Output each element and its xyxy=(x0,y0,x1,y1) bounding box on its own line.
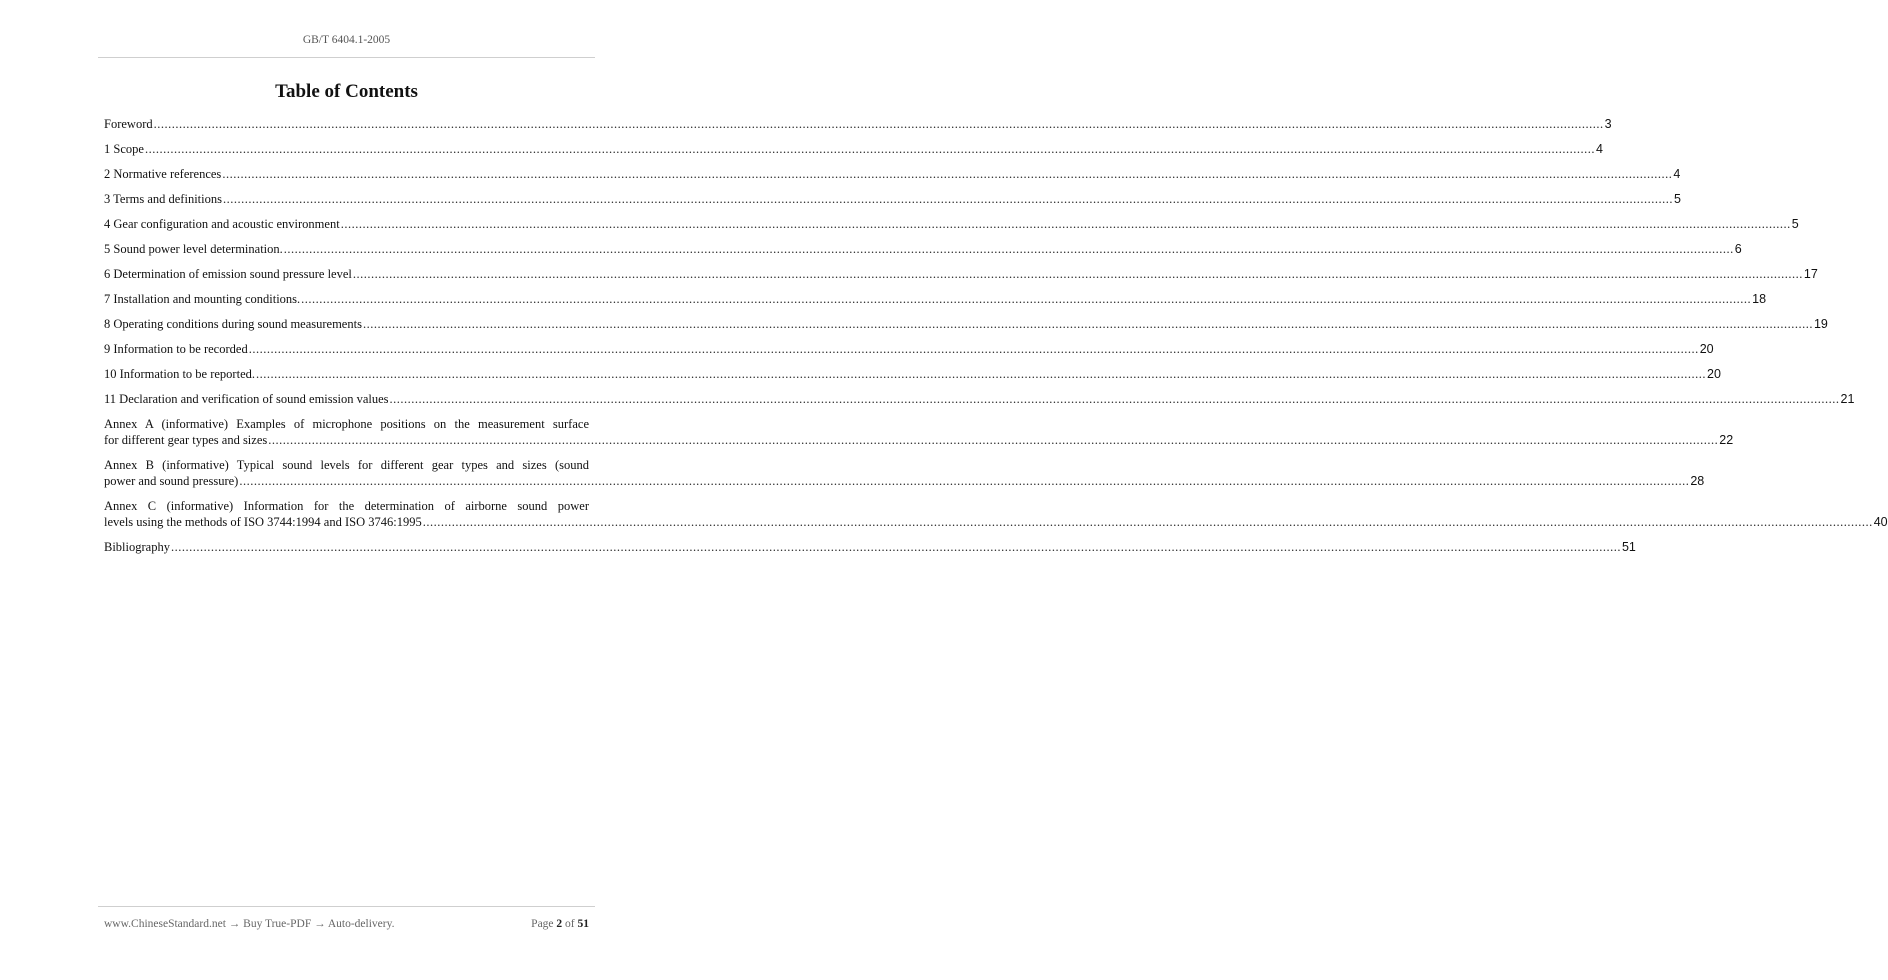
toc-page-number: 22 xyxy=(1719,433,1734,447)
toc-entry[interactable] xyxy=(104,539,1636,555)
dot-leader: ................................................................................................................................................................................................................................................................................................................................................................................................................ xyxy=(222,167,1673,181)
toc-page-number: 6 xyxy=(1734,242,1742,256)
toc-entry-line xyxy=(104,341,1714,357)
toc-entry-title: 9 Information to be recorded xyxy=(104,342,248,356)
toc-entry[interactable] xyxy=(104,241,1742,257)
page-of-label: of xyxy=(565,918,575,930)
toc-entry-title: 10 Information to be reported. xyxy=(104,367,255,381)
toc-entry-line xyxy=(104,316,1828,332)
dot-leader: ................................................................................................................................................................................................................................................................................................................................................................................................................ xyxy=(283,242,1734,256)
toc-entry-line xyxy=(104,116,1612,132)
total-pages: 51 xyxy=(577,918,589,930)
toc-entry[interactable] xyxy=(104,191,1681,207)
toc-entry-title: 1 Scope xyxy=(104,142,144,156)
page-number xyxy=(531,918,589,930)
toc-entry-line xyxy=(104,141,1603,157)
toc-entry-title: 6 Determination of emission sound pressure level xyxy=(104,267,352,281)
footer-link-text[interactable]: www.ChineseStandard.net → Buy True-PDF → Auto-delivery. xyxy=(104,918,395,930)
toc-entry[interactable] xyxy=(104,391,1855,407)
dot-leader: ................................................................................................................................................................................................................................................................................................................................................................................................................ xyxy=(222,192,1673,206)
toc-entry[interactable] xyxy=(104,498,1888,530)
table-of-contents xyxy=(104,116,1888,564)
toc-entry[interactable] xyxy=(104,216,1799,232)
dot-leader: ................................................................................................................................................................................................................................................................................................................................................................................................................ xyxy=(422,515,1873,529)
toc-entry-title: 2 Normative references xyxy=(104,167,222,181)
toc-entry[interactable] xyxy=(104,141,1603,157)
toc-entry[interactable] xyxy=(104,166,1681,182)
dot-leader: ................................................................................................................................................................................................................................................................................................................................................................................................................ xyxy=(170,540,1621,554)
toc-entry[interactable] xyxy=(104,366,1721,382)
toc-page-number: 5 xyxy=(1673,192,1681,206)
toc-entry-line xyxy=(104,539,1636,555)
page-title: Table of Contents xyxy=(275,81,418,102)
toc-page-number: 17 xyxy=(1803,267,1818,281)
toc-entry[interactable] xyxy=(104,416,1734,448)
toc-entry-line xyxy=(104,216,1799,232)
current-page: 2 xyxy=(556,918,563,930)
toc-page-number: 19 xyxy=(1813,317,1828,331)
toc-page-number: 18 xyxy=(1752,292,1767,306)
toc-page-number: 51 xyxy=(1621,540,1636,554)
toc-entry[interactable] xyxy=(104,291,1767,307)
toc-entry-line xyxy=(104,166,1681,182)
toc-entry-title: power and sound pressure) xyxy=(104,474,239,488)
toc-entry-title: Foreword xyxy=(104,117,153,131)
toc-entry-title: 7 Installation and mounting conditions. xyxy=(104,292,301,306)
toc-entry-title: 11 Declaration and verification of sound emission values xyxy=(104,392,389,406)
toc-page-number: 28 xyxy=(1690,474,1705,488)
toc-entry[interactable] xyxy=(104,116,1612,132)
toc-entry-line xyxy=(104,432,1734,448)
toc-entry-line xyxy=(104,473,1705,489)
dot-leader: ................................................................................................................................................................................................................................................................................................................................................................................................................ xyxy=(256,367,1706,381)
footer-divider xyxy=(98,906,595,907)
page-label: Page xyxy=(531,918,554,930)
toc-entry-title-line: Annex C (informative) Information for the determination of airborne sound power xyxy=(104,499,589,513)
toc-entry[interactable] xyxy=(104,457,1705,489)
toc-entry-title: levels using the methods of ISO 3744:1994 and ISO 3746:1995 xyxy=(104,515,422,529)
toc-entry-line xyxy=(104,291,1767,307)
toc-entry[interactable] xyxy=(104,266,1818,282)
toc-page-number: 20 xyxy=(1707,367,1721,381)
dot-leader: ................................................................................................................................................................................................................................................................................................................................................................................................................ xyxy=(362,317,1813,331)
toc-entry-title: 3 Terms and definitions xyxy=(104,192,222,206)
toc-entry-line xyxy=(104,191,1681,207)
toc-entry-title: for different gear types and sizes xyxy=(104,433,268,447)
toc-entry-line xyxy=(104,241,1742,257)
toc-entry-title: Bibliography xyxy=(104,540,170,554)
dot-leader: ................................................................................................................................................................................................................................................................................................................................................................................................................ xyxy=(153,117,1604,131)
toc-page-number: 4 xyxy=(1673,167,1681,181)
toc-page-number: 20 xyxy=(1699,342,1714,356)
toc-entry-title: 8 Operating conditions during sound measurements xyxy=(104,317,362,331)
dot-leader: ................................................................................................................................................................................................................................................................................................................................................................................................................ xyxy=(389,392,1840,406)
dot-leader: ................................................................................................................................................................................................................................................................................................................................................................................................................ xyxy=(248,342,1699,356)
toc-entry-title: 4 Gear configuration and acoustic environment xyxy=(104,217,340,231)
dot-leader: ................................................................................................................................................................................................................................................................................................................................................................................................................ xyxy=(268,433,1719,447)
dot-leader: ................................................................................................................................................................................................................................................................................................................................................................................................................ xyxy=(239,474,1690,488)
toc-page-number: 21 xyxy=(1840,392,1855,406)
toc-entry-line xyxy=(104,266,1818,282)
dot-leader: ................................................................................................................................................................................................................................................................................................................................................................................................................ xyxy=(352,267,1803,281)
toc-entry-title-line: Annex A (informative) Examples of microphone positions on the measurement surface xyxy=(104,417,589,431)
toc-page-number: 5 xyxy=(1791,217,1799,231)
dot-leader: ................................................................................................................................................................................................................................................................................................................................................................................................................ xyxy=(301,292,1752,306)
toc-entry[interactable] xyxy=(104,341,1714,357)
header-divider xyxy=(98,57,595,58)
toc-entry-title: 5 Sound power level determination. xyxy=(104,242,283,256)
toc-page-number: 4 xyxy=(1595,142,1603,156)
toc-page-number: 40 xyxy=(1873,515,1888,529)
toc-page-number: 3 xyxy=(1604,117,1612,131)
dot-leader: ................................................................................................................................................................................................................................................................................................................................................................................................................ xyxy=(144,142,1595,156)
toc-entry-line xyxy=(104,391,1855,407)
dot-leader: ................................................................................................................................................................................................................................................................................................................................................................................................................ xyxy=(340,217,1791,231)
toc-entry-line xyxy=(104,514,1888,530)
toc-entry-title-line: Annex B (informative) Typical sound levels for different gear types and sizes (sound xyxy=(104,458,589,472)
page-header: GB/T 6404.1-2005 xyxy=(302,34,391,46)
toc-entry-line xyxy=(104,366,1721,382)
toc-entry[interactable] xyxy=(104,316,1828,332)
